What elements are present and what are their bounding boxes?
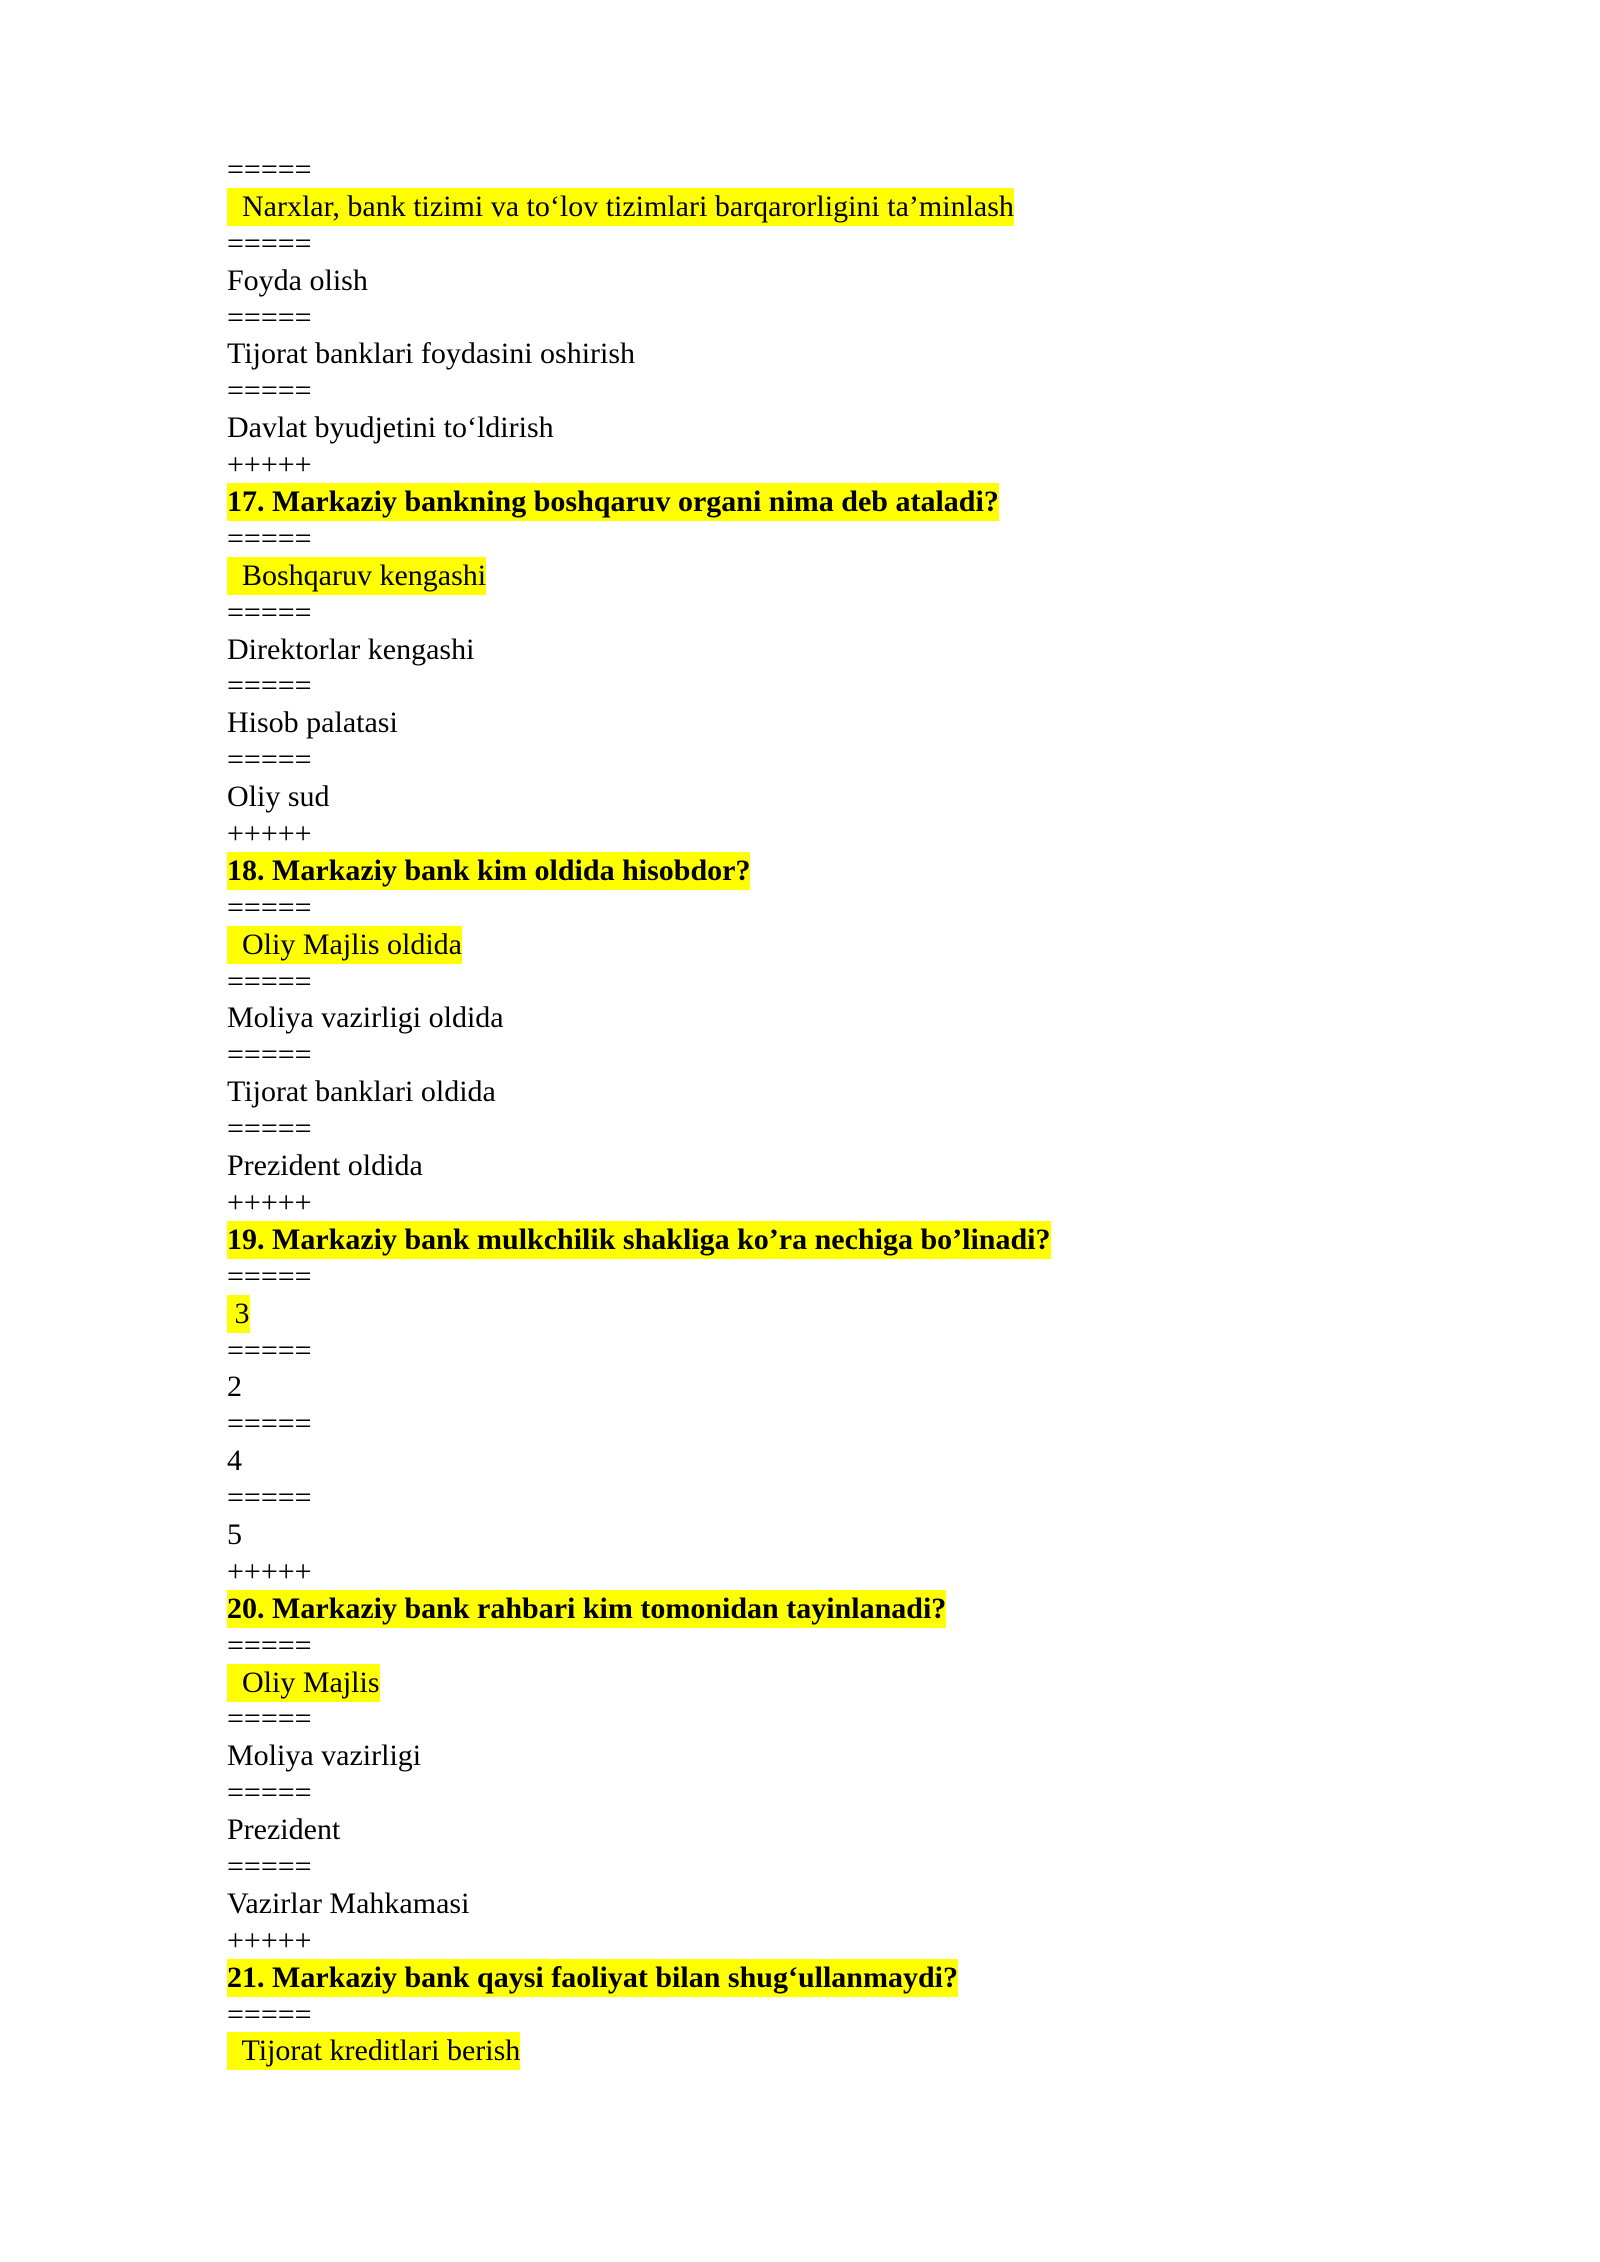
separator-line (227, 1628, 1427, 1665)
separator-text: ===== (227, 1333, 312, 1367)
answer-text: 2 (227, 1370, 242, 1404)
end-marker-text: +++++ (227, 448, 312, 482)
separator-line (227, 1037, 1427, 1074)
correct-answer-text: Oliy Majlis (227, 1664, 380, 1702)
answer-option (227, 1369, 1427, 1406)
separator-text: ===== (227, 1628, 312, 1662)
question-end-marker (227, 816, 1427, 853)
correct-answer-text: Boshqaruv kengashi (227, 557, 486, 595)
answer-option (227, 1148, 1427, 1185)
answer-text: Moliya vazirligi oldida (227, 1001, 504, 1035)
question-end-marker (227, 1554, 1427, 1591)
separator-line (227, 226, 1427, 263)
question-line (227, 484, 1427, 521)
answer-option (227, 410, 1427, 447)
separator-text: ===== (227, 743, 312, 777)
answer-option (227, 1000, 1427, 1037)
separator-line (227, 964, 1427, 1001)
answer-option (227, 1812, 1427, 1849)
separator-line (227, 1333, 1427, 1370)
answer-text: Tijorat banklari oldida (227, 1075, 496, 1109)
answer-option (227, 705, 1427, 742)
answer-option (227, 632, 1427, 669)
question-text: 17. Markaziy bankning boshqaruv organi nima deb ataladi? (227, 483, 999, 521)
separator-line (227, 1259, 1427, 1296)
separator-line (227, 1997, 1427, 2034)
answer-text: Prezident oldida (227, 1149, 423, 1183)
answer-option (227, 779, 1427, 816)
question-end-marker (227, 447, 1427, 484)
separator-text: ===== (227, 1702, 312, 1736)
answer-option-correct (227, 558, 1427, 595)
answer-text: 4 (227, 1444, 242, 1478)
answer-text: 5 (227, 1517, 242, 1551)
separator-text: ===== (227, 1997, 312, 2031)
separator-line (227, 1480, 1427, 1517)
separator-text: ===== (227, 521, 312, 555)
separator-text: ===== (227, 1112, 312, 1146)
question-line (227, 1222, 1427, 1259)
separator-text: ===== (227, 1776, 312, 1810)
answer-option-correct (227, 1296, 1427, 1333)
separator-line (227, 742, 1427, 779)
answer-option (227, 336, 1427, 373)
separator-line (227, 1701, 1427, 1738)
answer-text: Davlat byudjetini to‘ldirish (227, 411, 554, 445)
answer-option (227, 1517, 1427, 1554)
end-marker-text: +++++ (227, 817, 312, 851)
separator-line (227, 521, 1427, 558)
question-text: 21. Markaziy bank qaysi faoliyat bilan shug‘ullanmaydi? (227, 1959, 958, 1997)
answer-option (227, 1443, 1427, 1480)
separator-text: ===== (227, 595, 312, 629)
separator-text: ===== (227, 153, 312, 186)
end-marker-text: +++++ (227, 1185, 312, 1219)
question-text: 20. Markaziy bank rahbari kim tomonidan tayinlanadi? (227, 1590, 946, 1628)
separator-text: ===== (227, 374, 312, 408)
question-line (227, 1591, 1427, 1628)
separator-line (227, 1775, 1427, 1812)
document-page (227, 152, 1427, 2070)
question-text: 19. Markaziy bank mulkchilik shakliga ko’ra nechiga bo’linadi? (227, 1221, 1051, 1259)
end-marker-text: +++++ (227, 1923, 312, 1957)
answer-text: Moliya vazirligi (227, 1739, 422, 1773)
answer-text: Foyda olish (227, 263, 368, 297)
answer-option (227, 1074, 1427, 1111)
separator-line (227, 152, 1427, 189)
answer-option-correct (227, 189, 1427, 226)
answer-text: Oliy sud (227, 780, 330, 814)
answer-text: Prezident (227, 1813, 341, 1847)
answer-text: Vazirlar Mahkamasi (227, 1886, 470, 1920)
question-text: 18. Markaziy bank kim oldida hisobdor? (227, 852, 750, 890)
question-line (227, 853, 1427, 890)
answer-text: Direktorlar kengashi (227, 632, 475, 666)
question-end-marker (227, 1923, 1427, 1960)
separator-line (227, 373, 1427, 410)
separator-text: ===== (227, 1481, 312, 1515)
separator-text: ===== (227, 226, 312, 260)
separator-line (227, 1406, 1427, 1443)
answer-text: Tijorat banklari foydasini oshirish (227, 337, 636, 371)
separator-text: ===== (227, 300, 312, 334)
separator-line (227, 668, 1427, 705)
answer-text: Hisob palatasi (227, 706, 398, 740)
correct-answer-text: Narxlar, bank tizimi va to‘lov tizimlari barqarorligini ta’minlash (227, 188, 1014, 226)
correct-answer-text: Oliy Majlis oldida (227, 926, 462, 964)
end-marker-text: +++++ (227, 1554, 312, 1588)
separator-text: ===== (227, 1407, 312, 1441)
separator-text: ===== (227, 1849, 312, 1883)
separator-line (227, 300, 1427, 337)
separator-line (227, 1849, 1427, 1886)
separator-line (227, 890, 1427, 927)
question-end-marker (227, 1185, 1427, 1222)
answer-option-correct (227, 927, 1427, 964)
separator-text: ===== (227, 964, 312, 998)
answer-option-correct (227, 1665, 1427, 1702)
correct-answer-text: 3 (227, 1295, 250, 1333)
answer-option (227, 263, 1427, 300)
separator-text: ===== (227, 890, 312, 924)
separator-text: ===== (227, 669, 312, 703)
answer-option (227, 1738, 1427, 1775)
answer-option (227, 1886, 1427, 1923)
separator-line (227, 1111, 1427, 1148)
separator-text: ===== (227, 1259, 312, 1293)
correct-answer-text: Tijorat kreditlari berish (227, 2032, 520, 2070)
separator-line (227, 595, 1427, 632)
separator-text: ===== (227, 1038, 312, 1072)
question-line (227, 1960, 1427, 1997)
answer-option-correct (227, 2033, 1427, 2070)
